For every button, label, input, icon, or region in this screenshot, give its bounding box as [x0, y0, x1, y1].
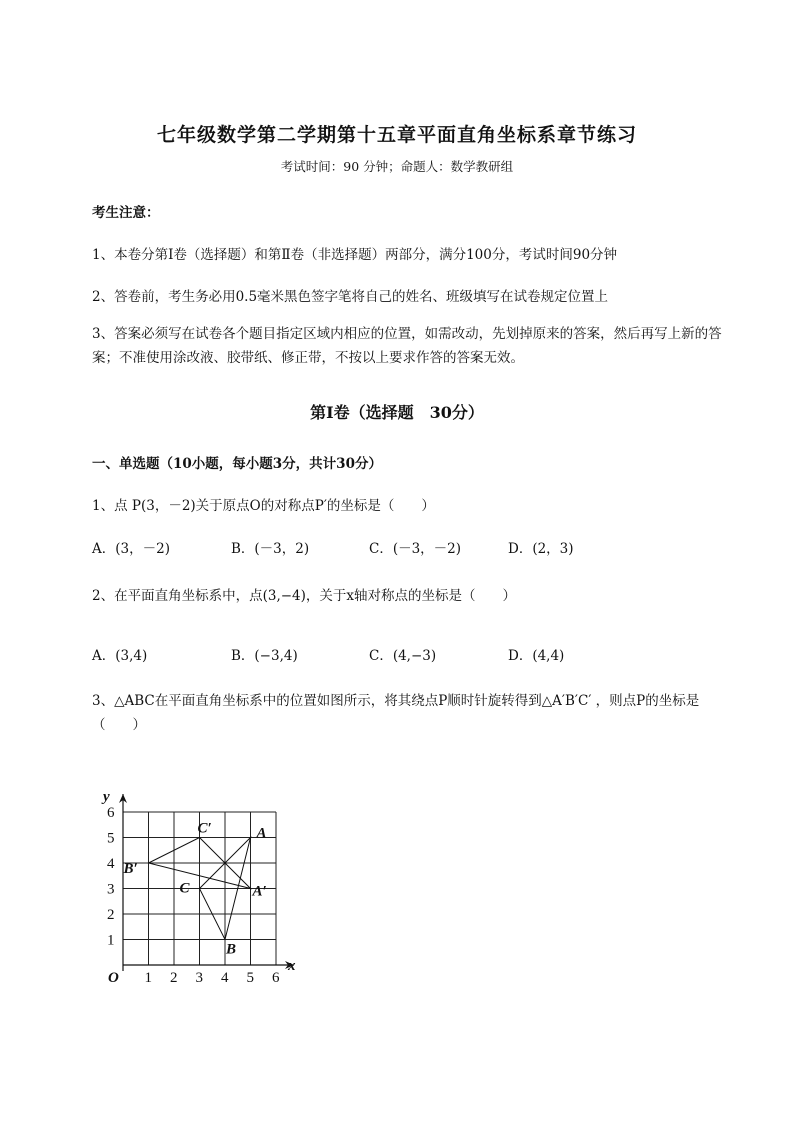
page-title: 七年级数学第二学期第十五章平面直角坐标系章节练习	[156, 124, 637, 146]
y-tick-label: 1	[107, 932, 115, 949]
point-label: C	[179, 880, 190, 897]
question-1-stem: 1、点 P(3，－2)关于原点O的对称点P′的坐标是（ ）	[92, 498, 435, 514]
question-2-option-a: A．(3,4)	[92, 648, 148, 664]
origin-label: O	[108, 970, 119, 986]
question-3-stem: 3、△ABC在平面直角坐标系中的位置如图所示，将其绕点P顺时针旋转得到△A′B′C′ ，则点P的坐标是（ ）	[92, 693, 700, 733]
point-label: B′	[123, 861, 138, 877]
point-label: A′	[252, 883, 267, 900]
section-title: 第Ⅰ卷（选择题 30分）	[310, 403, 484, 422]
notes-heading: 考生注意：	[92, 205, 160, 221]
y-tick-label: 6	[107, 805, 115, 821]
point-label: B	[226, 941, 237, 958]
exam-info: 考试时间：90 分钟；命题人：数学教研组	[280, 159, 514, 174]
y-tick-label: 3	[107, 881, 115, 898]
question-1-option-a: A．(3，－2)	[92, 541, 170, 557]
y-tick-label: 4	[107, 856, 115, 872]
question-2-option-c: C．(4,−3)	[369, 648, 437, 664]
x-tick-label: 5	[246, 970, 254, 986]
x-tick-label: 3	[195, 970, 203, 986]
question-1-option-b: B．(－3，2)	[231, 541, 310, 557]
note-2: 2、答卷前，考生务必用0.5毫米黑色签字笔将自己的姓名、班级填写在试卷规定位置上	[92, 289, 609, 305]
note-3: 3、答案必须写在试卷各个题目指定区域内相应的位置，如需改动，先划掉原来的答案，然后再写上新的答案；不准使用涂改液、胶带纸、修正带，不按以上要求作答的答案无效。	[92, 326, 722, 366]
part-heading: 一、单选题（10小题，每小题3分，共计30分）	[92, 456, 382, 472]
x-tick-label: 4	[221, 970, 229, 986]
question-2-stem: 2、在平面直角坐标系中，点(3,−4)，关于x轴对称点的坐标是（ ）	[92, 588, 517, 604]
question-1-option-d: D．(2，3)	[508, 541, 574, 557]
point-label: A	[256, 825, 267, 842]
question-2-option-b: B．(−3,4)	[231, 648, 298, 664]
x-axis-label: x	[288, 958, 296, 974]
figure-labels	[101, 789, 296, 986]
coordinate-figure	[90, 775, 320, 990]
y-tick-label: 5	[107, 830, 115, 847]
point-label: C′	[197, 820, 212, 837]
x-tick-label: 2	[170, 970, 178, 986]
y-axis-label: y	[103, 789, 110, 805]
y-tick-label: 2	[107, 907, 115, 923]
x-tick-label: 1	[144, 970, 152, 986]
question-1-option-c: C．(－3，－2)	[369, 541, 462, 557]
x-tick-label: 6	[272, 970, 280, 986]
question-2-option-d: D．(4,4)	[508, 648, 565, 664]
note-1: 1、本卷分第Ⅰ卷（选择题）和第Ⅱ卷（非选择题）两部分，满分100分，考试时间90分钟	[92, 247, 618, 263]
